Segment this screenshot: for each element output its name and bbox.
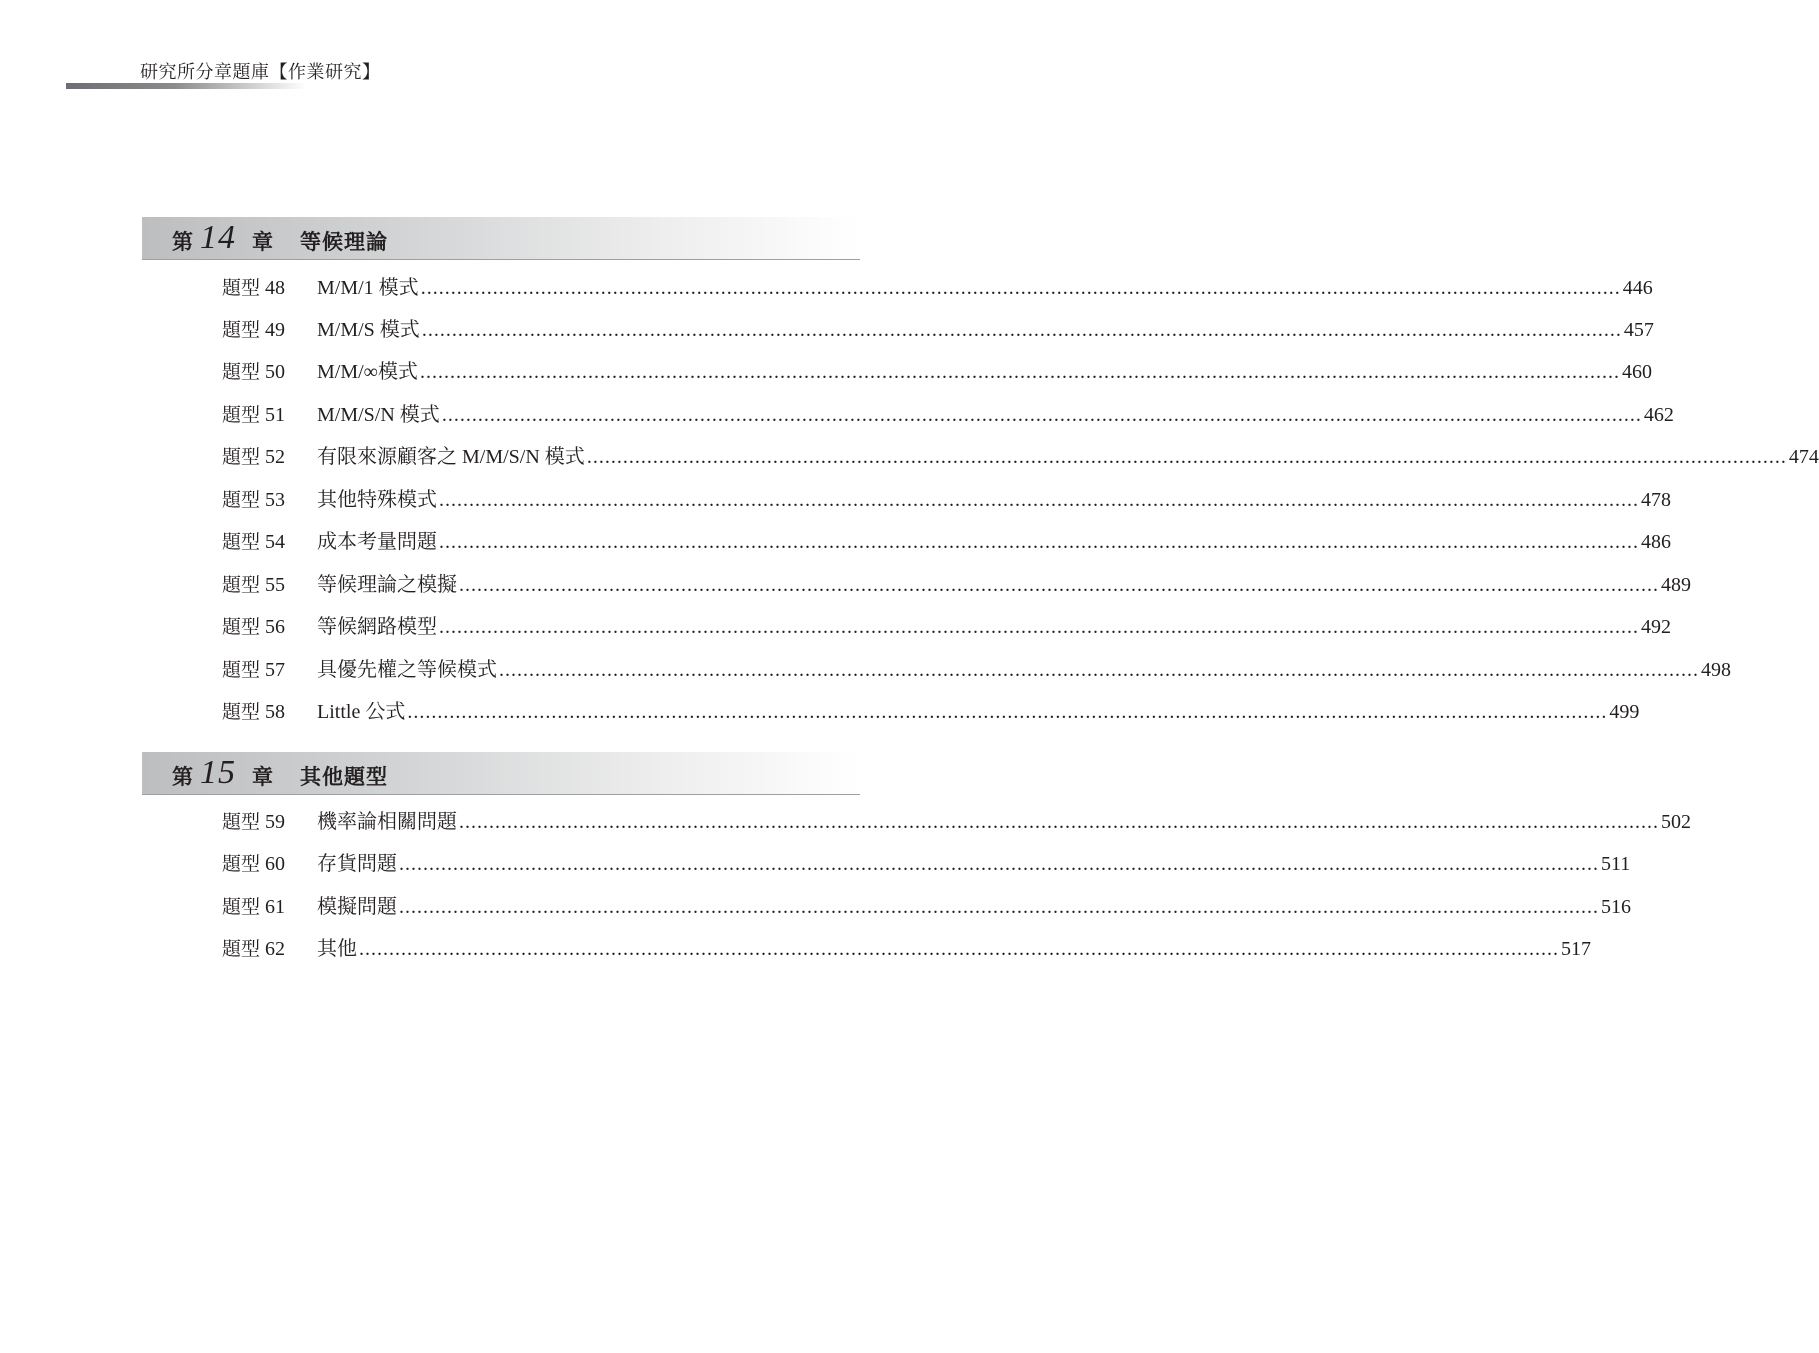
chapter-heading-15 xyxy=(142,752,860,795)
chapter-suffix: 章 xyxy=(252,230,273,254)
dot-leader: ........................................................................................................................................................................................................ xyxy=(459,811,1659,833)
entry-label: 題型 xyxy=(222,489,261,511)
toc-entry[interactable] xyxy=(222,527,1671,557)
entry-label: 題型 xyxy=(222,319,261,341)
entry-page: 486 xyxy=(1641,531,1671,553)
toc-entry[interactable] xyxy=(222,315,1654,345)
entry-title: Little 公式 xyxy=(317,701,406,723)
dot-leader: ........................................................................................................................................................................................................ xyxy=(421,319,1622,341)
entry-number: 49 xyxy=(265,319,286,341)
entry-title: 其他特殊模式 xyxy=(317,489,437,511)
toc-entry[interactable] xyxy=(222,485,1671,515)
entry-number: 51 xyxy=(265,404,286,426)
toc-entry[interactable] xyxy=(222,273,1653,303)
entry-page: 489 xyxy=(1661,574,1691,596)
chapter-title: 等候理論 xyxy=(300,230,388,254)
chapter-prefix: 第 xyxy=(172,765,193,789)
entry-label: 題型 xyxy=(222,659,261,681)
entry-label: 題型 xyxy=(222,277,261,299)
dot-leader: ........................................................................................................................................................................................................ xyxy=(407,701,1608,723)
entry-number: 62 xyxy=(265,938,286,960)
chapter-number: 15 xyxy=(200,754,236,791)
entry-page: 499 xyxy=(1609,701,1640,723)
entry-number: 57 xyxy=(265,659,286,681)
entry-page: 517 xyxy=(1561,938,1591,960)
dot-leader: ........................................................................................................................................................................................................ xyxy=(359,938,1559,960)
entry-page: 511 xyxy=(1601,853,1631,875)
entry-page: 446 xyxy=(1622,277,1653,299)
entry-label: 題型 xyxy=(222,361,261,383)
entry-label: 題型 xyxy=(222,811,261,833)
entry-page: 502 xyxy=(1661,811,1691,833)
entry-label: 題型 xyxy=(222,701,261,723)
entry-page: 516 xyxy=(1601,896,1631,918)
entry-number: 61 xyxy=(265,896,286,918)
entry-title: M/M/S 模式 xyxy=(317,319,420,341)
entry-number: 54 xyxy=(265,531,286,553)
toc-entry[interactable] xyxy=(222,655,1731,685)
dot-leader: ........................................................................................................................................................................................................ xyxy=(399,896,1599,918)
dot-leader: ........................................................................................................................................................................................................ xyxy=(439,616,1639,638)
chapter-suffix: 章 xyxy=(252,765,273,789)
chapter-title: 其他題型 xyxy=(300,765,388,789)
entry-title: 等候理論之模擬 xyxy=(317,574,457,596)
toc-entry[interactable] xyxy=(222,807,1691,837)
chapter-prefix: 第 xyxy=(172,230,193,254)
toc-entry[interactable] xyxy=(222,697,1640,727)
entry-title: M/M/1 模式 xyxy=(317,277,419,299)
entry-title: M/M/S/N 模式 xyxy=(317,404,440,426)
entry-number: 60 xyxy=(265,853,286,875)
entry-title: 模擬問題 xyxy=(317,896,397,918)
dot-leader: ........................................................................................................................................................................................................ xyxy=(439,489,1639,511)
entry-title: 等候網路模型 xyxy=(317,616,437,638)
entry-label: 題型 xyxy=(222,938,261,960)
entry-page: 462 xyxy=(1643,404,1674,426)
entry-page: 498 xyxy=(1701,659,1731,681)
entry-page: 474 xyxy=(1788,446,1819,468)
entry-page: 457 xyxy=(1623,319,1654,341)
dot-leader: ........................................................................................................................................................................................................ xyxy=(441,404,1642,426)
dot-leader: ........................................................................................................................................................................................................ xyxy=(459,574,1659,596)
dot-leader: ........................................................................................................................................................................................................ xyxy=(586,446,1787,468)
toc-entry[interactable] xyxy=(222,570,1691,600)
entry-number: 59 xyxy=(265,811,286,833)
entry-page: 478 xyxy=(1641,489,1671,511)
entry-title: M/M/∞模式 xyxy=(317,361,418,383)
entry-label: 題型 xyxy=(222,616,261,638)
entry-title: 有限來源顧客之 M/M/S/N 模式 xyxy=(317,446,585,468)
entry-number: 50 xyxy=(265,361,286,383)
toc-entry[interactable] xyxy=(222,612,1671,642)
entry-label: 題型 xyxy=(222,896,261,918)
entry-label: 題型 xyxy=(222,446,261,468)
entry-label: 題型 xyxy=(222,404,261,426)
entry-title: 機率論相關問題 xyxy=(317,811,457,833)
entry-label: 題型 xyxy=(222,853,261,875)
toc-entry[interactable] xyxy=(222,442,1819,472)
toc-entry[interactable] xyxy=(222,849,1631,879)
dot-leader: ........................................................................................................................................................................................................ xyxy=(420,277,1621,299)
entry-number: 52 xyxy=(265,446,286,468)
running-head-title: 研究所分章題庫【作業研究】 xyxy=(140,62,381,83)
entry-number: 55 xyxy=(265,574,286,596)
dot-leader: ........................................................................................................................................................................................................ xyxy=(439,531,1639,553)
dot-leader: ........................................................................................................................................................................................................ xyxy=(419,361,1620,383)
entry-label: 題型 xyxy=(222,531,261,553)
running-head-rule xyxy=(66,83,306,89)
toc-entry[interactable] xyxy=(222,892,1631,922)
entry-number: 58 xyxy=(265,701,286,723)
dot-leader: ........................................................................................................................................................................................................ xyxy=(399,853,1599,875)
entry-title: 存貨問題 xyxy=(317,853,397,875)
entry-number: 48 xyxy=(265,277,286,299)
entry-page: 460 xyxy=(1621,361,1652,383)
toc-entry[interactable] xyxy=(222,400,1674,430)
chapter-heading-14 xyxy=(142,217,860,260)
dot-leader: ........................................................................................................................................................................................................ xyxy=(499,659,1699,681)
toc-entry[interactable] xyxy=(222,357,1652,387)
entry-title: 具優先權之等候模式 xyxy=(317,659,497,681)
entry-title: 其他 xyxy=(317,938,357,960)
entry-number: 56 xyxy=(265,616,286,638)
entry-title: 成本考量問題 xyxy=(317,531,437,553)
entry-number: 53 xyxy=(265,489,286,511)
chapter-number: 14 xyxy=(200,219,236,256)
entry-page: 492 xyxy=(1641,616,1671,638)
entry-label: 題型 xyxy=(222,574,261,596)
toc-entry[interactable] xyxy=(222,934,1591,964)
